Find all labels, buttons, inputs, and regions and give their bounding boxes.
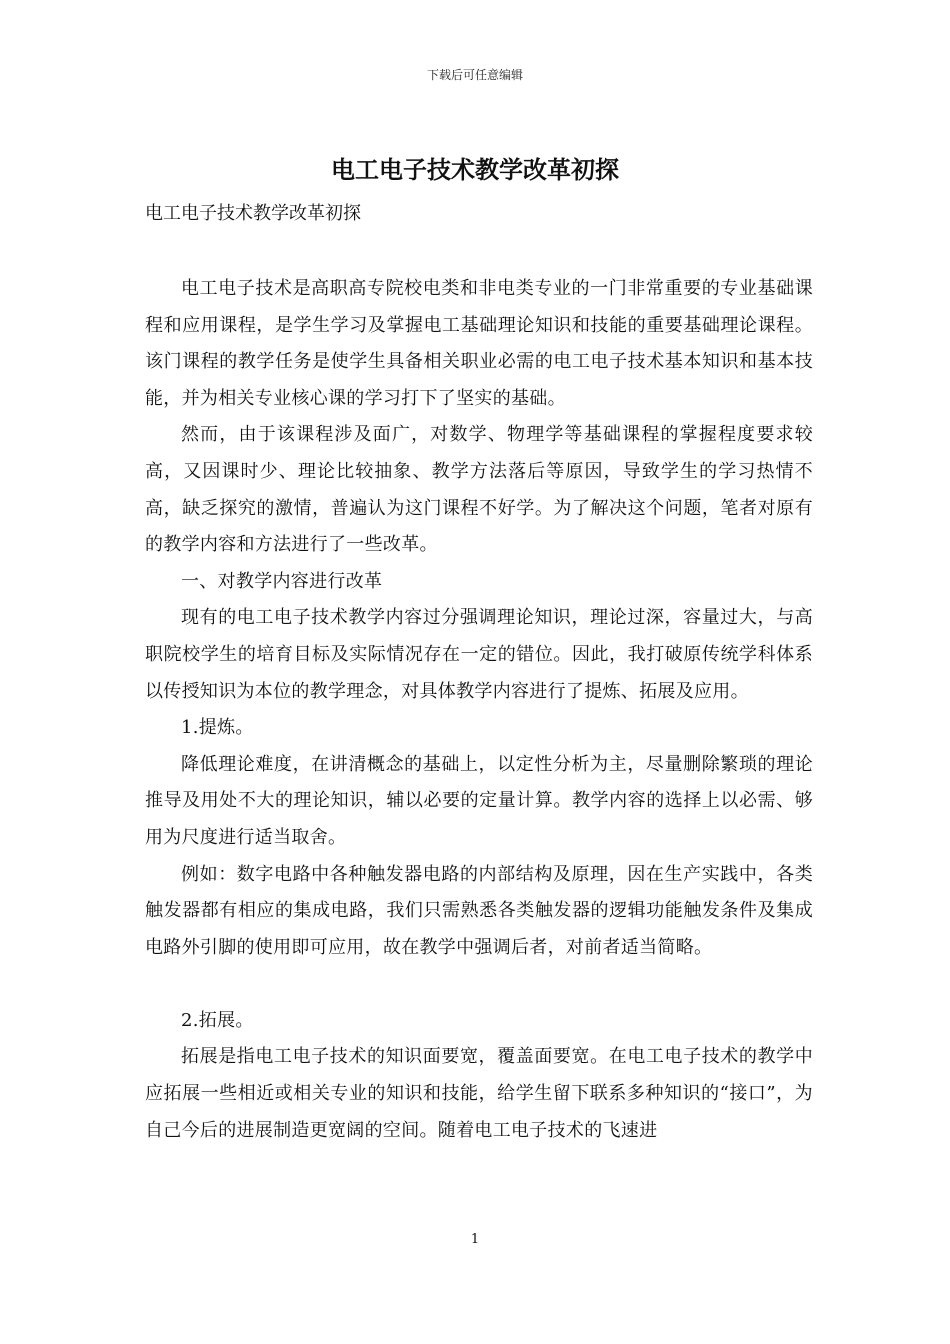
document-body	[145, 271, 813, 1149]
header-note: 下载后可任意编辑	[426, 68, 523, 82]
document-subtitle: 电工电子技术教学改革初探	[145, 203, 361, 224]
page-number: 1	[470, 1232, 480, 1247]
subheading-refine: 1.提炼。	[181, 717, 254, 739]
paragraph-expand: 拓展是指电工电子技术的知识面要宽，覆盖面要宽。在电工电子技术的教学中应拓展一些相近或相关专业的知识和技能，给学生留下联系多种知识的“接口”，为自己今后的进展制造更宽阔的空间。随着电工电子技术的飞速进	[145, 1046, 813, 1141]
section-heading-1: 一、对教学内容进行改革	[181, 570, 383, 592]
paragraph-content-reform: 现有的电工电子技术教学内容过分强调理论知识，理论过深，容量过大，与高职院校学生的培育目标及实际情况存在一定的错位。因此，我打破原传统学科体系以传授知识为本位的教学理念，对具体教学内容进行了提炼、拓展及应用。	[145, 607, 813, 702]
paragraph-example: 例如：数字电路中各种触发器电路的内部结构及原理，因在生产实践中，各类触发器都有相应的集成电路，我们只需熟悉各类触发器的逻辑功能触发条件及集成电路外引脚的使用即可应用，故在教学中强调后者，对前者适当简略。	[145, 863, 813, 958]
paragraph-problem: 然而，由于该课程涉及面广，对数学、物理学等基础课程的掌握程度要求较高，又因课时少、理论比较抽象、教学方法落后等原因，导致学生的学习热情不高，缺乏探究的激情，普遍认为这门课程不好学。为了解决这个问题，笔者对原有的教学内容和方法进行了一些改革。	[145, 424, 813, 556]
subheading-expand: 2.拓展。	[181, 1009, 254, 1031]
paragraph-gap	[145, 966, 813, 1003]
paragraph-intro: 电工电子技术是高职高专院校电类和非电类专业的一门非常重要的专业基础课程和应用课程，是学生学习及掌握电工基础理论知识和技能的重要基础理论课程。该门课程的教学任务是使学生具备相关职业必需的电工电子技术基本知识和基本技能，并为相关专业核心课的学习打下了坚实的基础。	[145, 278, 813, 409]
paragraph-refine: 降低理论难度，在讲清概念的基础上，以定性分析为主，尽量删除繁琐的理论推导及用处不大的理论知识，辅以必要的定量计算。教学内容的选择上以必需、够用为尺度进行适当取舍。	[145, 753, 813, 848]
document-title: 电工电子技术教学改革初探	[331, 155, 619, 184]
